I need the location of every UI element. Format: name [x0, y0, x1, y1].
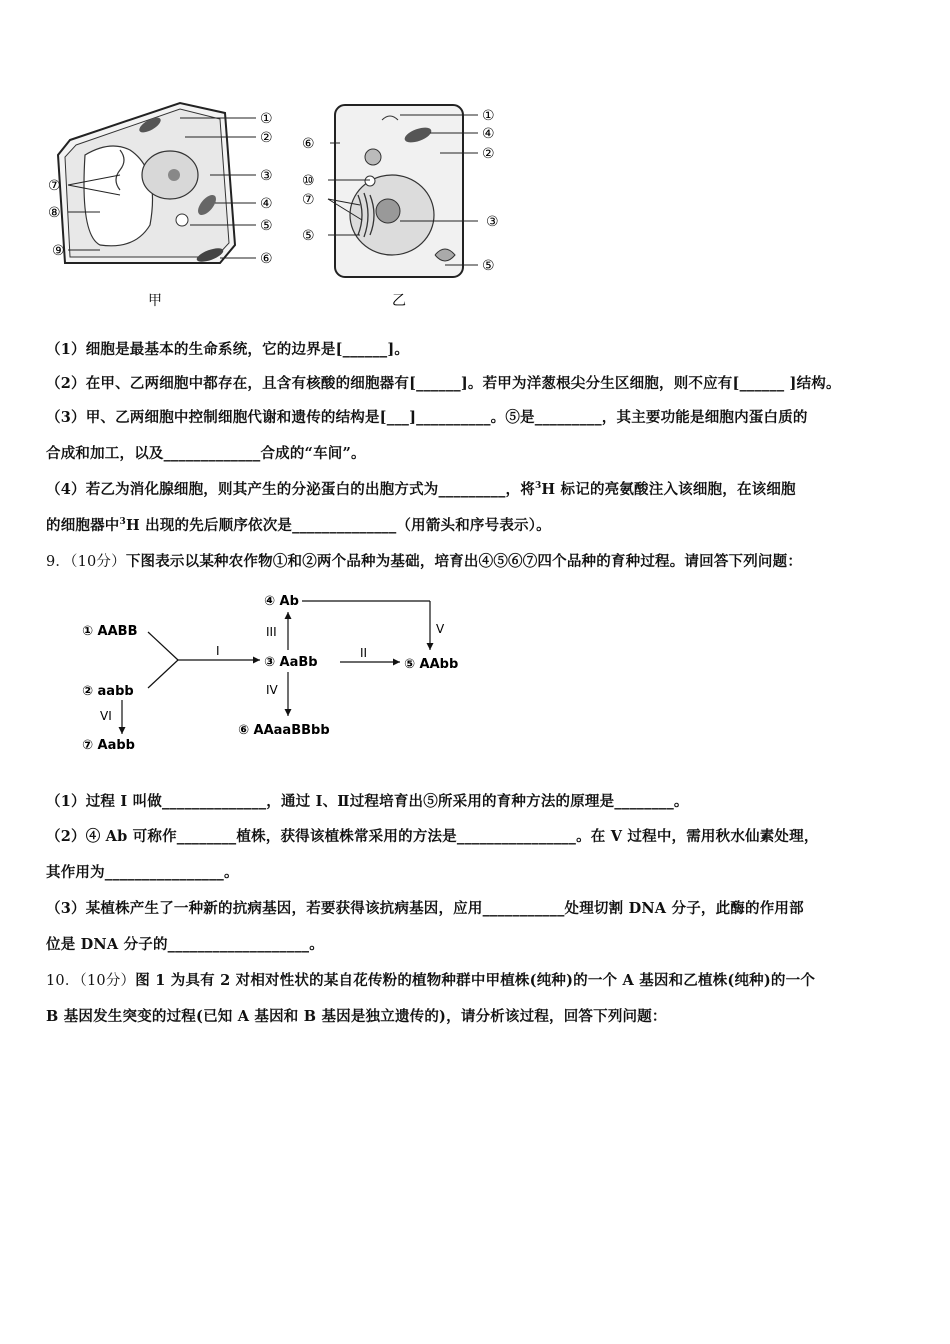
node-5: ⑤ AAbb [404, 657, 459, 672]
step-label-III: III [266, 625, 277, 639]
plant-marker: ⑤ [260, 218, 273, 234]
animal-marker: ⑩ [302, 173, 315, 189]
q9-stem [46, 550, 802, 571]
q9-part1: （1）过程 I 叫做______________，通过 I、Ⅱ过程培育出⑤所采用的育种方法的原理是________。 [46, 793, 689, 810]
plant-marker: ④ [260, 196, 273, 212]
animal-cell [302, 105, 499, 309]
q10-line1 [46, 969, 815, 990]
q8-part4-line1 [46, 478, 796, 499]
q8-part3-line2: 合成和加工，以及_____________合成的“车间”。 [46, 445, 366, 462]
q9-number: 9．（10分） [46, 554, 126, 570]
plant-marker: ⑧ [48, 205, 61, 221]
q9-part2-line1: （2）④ Ab 可称作________植株，获得该植株常采用的方法是________________。在 V 过程中，需用秋水仙素处理， [46, 828, 819, 845]
node-3: ③ AaBb [264, 655, 318, 670]
step-label-II: II [360, 646, 368, 660]
q8-part3-line1: （3）甲、乙两细胞中控制细胞代谢和遗传的结构是[___]__________。⑤是_________，其主要功能是细胞内蛋白质的 [46, 409, 808, 426]
q10-line2: B 基因发生突变的过程(已知 A 基因和 B 基因是独立遗传的)，请分析该过程，回答下列问题： [46, 1008, 667, 1025]
q8-p4b-pre: 的细胞器中 [46, 517, 120, 534]
q8-p4a-post: H 标记的亮氨酸注入该细胞，在该细胞 [541, 481, 796, 498]
animal-marker: ② [482, 146, 495, 162]
q8-p4a-sup: 3 [534, 481, 542, 492]
plant-marker: ① [260, 111, 273, 127]
node-1: ① AABB [82, 624, 138, 639]
q9-stem-text: 下图表示以某种农作物①和②两个品种为基础，培育出④⑤⑥⑦四个品种的育种过程。请回答下列问题： [125, 553, 803, 570]
animal-cell-label: 乙 [392, 293, 406, 309]
step-label-I: I [216, 644, 220, 658]
plant-marker: ⑦ [48, 178, 61, 194]
q8-part2: （2）在甲、乙两细胞中都存在，且含有核酸的细胞器有[______]。若甲为洋葱根尖分生区细胞，则不应有[______ ]结构。 [46, 375, 841, 392]
step-label-IV: IV [266, 683, 278, 697]
q8-p4b-sup: 3 [119, 517, 126, 528]
node-7: ⑦ Aabb [82, 738, 135, 753]
cell-diagram-figure [40, 95, 520, 317]
plant-cell [48, 103, 273, 309]
plant-marker: ② [260, 130, 273, 146]
q10-line1-text: 图 1 为具有 2 对相对性状的某自花传粉的植物种群中甲植株(纯种)的一个 A 基因和乙植株(纯种)的一个 [135, 972, 816, 989]
node-4: ④ Ab [264, 594, 299, 609]
q8-part4-line2 [46, 514, 551, 535]
q8-part1: （1）细胞是最基本的生命系统，它的边界是[______]。 [46, 341, 410, 358]
node-6: ⑥ AAaaBBbb [238, 723, 330, 738]
animal-marker: ⑥ [302, 136, 315, 152]
cross-line-1 [148, 632, 178, 660]
animal-marker: ⑤ [302, 228, 315, 244]
q9-part3-line2: 位是 DNA 分子的___________________。 [46, 936, 324, 953]
animal-marker: ⑦ [302, 192, 315, 208]
animal-marker: ④ [482, 126, 495, 142]
breeding-diagram [78, 588, 498, 758]
node-2: ② aabb [82, 684, 134, 699]
plant-marker: ⑨ [52, 243, 65, 259]
animal-marker: ⑤ [482, 258, 495, 274]
q8-p4a-pre: （4）若乙为消化腺细胞，则其产生的分泌蛋白的出胞方式为_________，将 [46, 481, 535, 498]
plant-marker: ③ [260, 168, 273, 184]
step-label-VI: VI [100, 709, 112, 723]
plant-marker: ⑥ [260, 251, 273, 267]
step-label-V: V [436, 622, 445, 636]
animal-marker: ① [482, 108, 495, 124]
q10-number: 10．（10分） [46, 973, 136, 989]
q9-part3-line1: （3）某植株产生了一种新的抗病基因，若要获得该抗病基因，应用___________处理切割 DNA 分子，此酶的作用部 [46, 900, 804, 917]
q8-p4b-post: H 出现的先后顺序依次是______________（用箭头和序号表示）。 [125, 517, 551, 534]
plant-cell-label: 甲 [148, 293, 162, 309]
cross-line-2 [148, 660, 178, 688]
q9-part2-line2: 其作用为________________。 [46, 864, 239, 881]
animal-marker: ③ [486, 214, 499, 230]
